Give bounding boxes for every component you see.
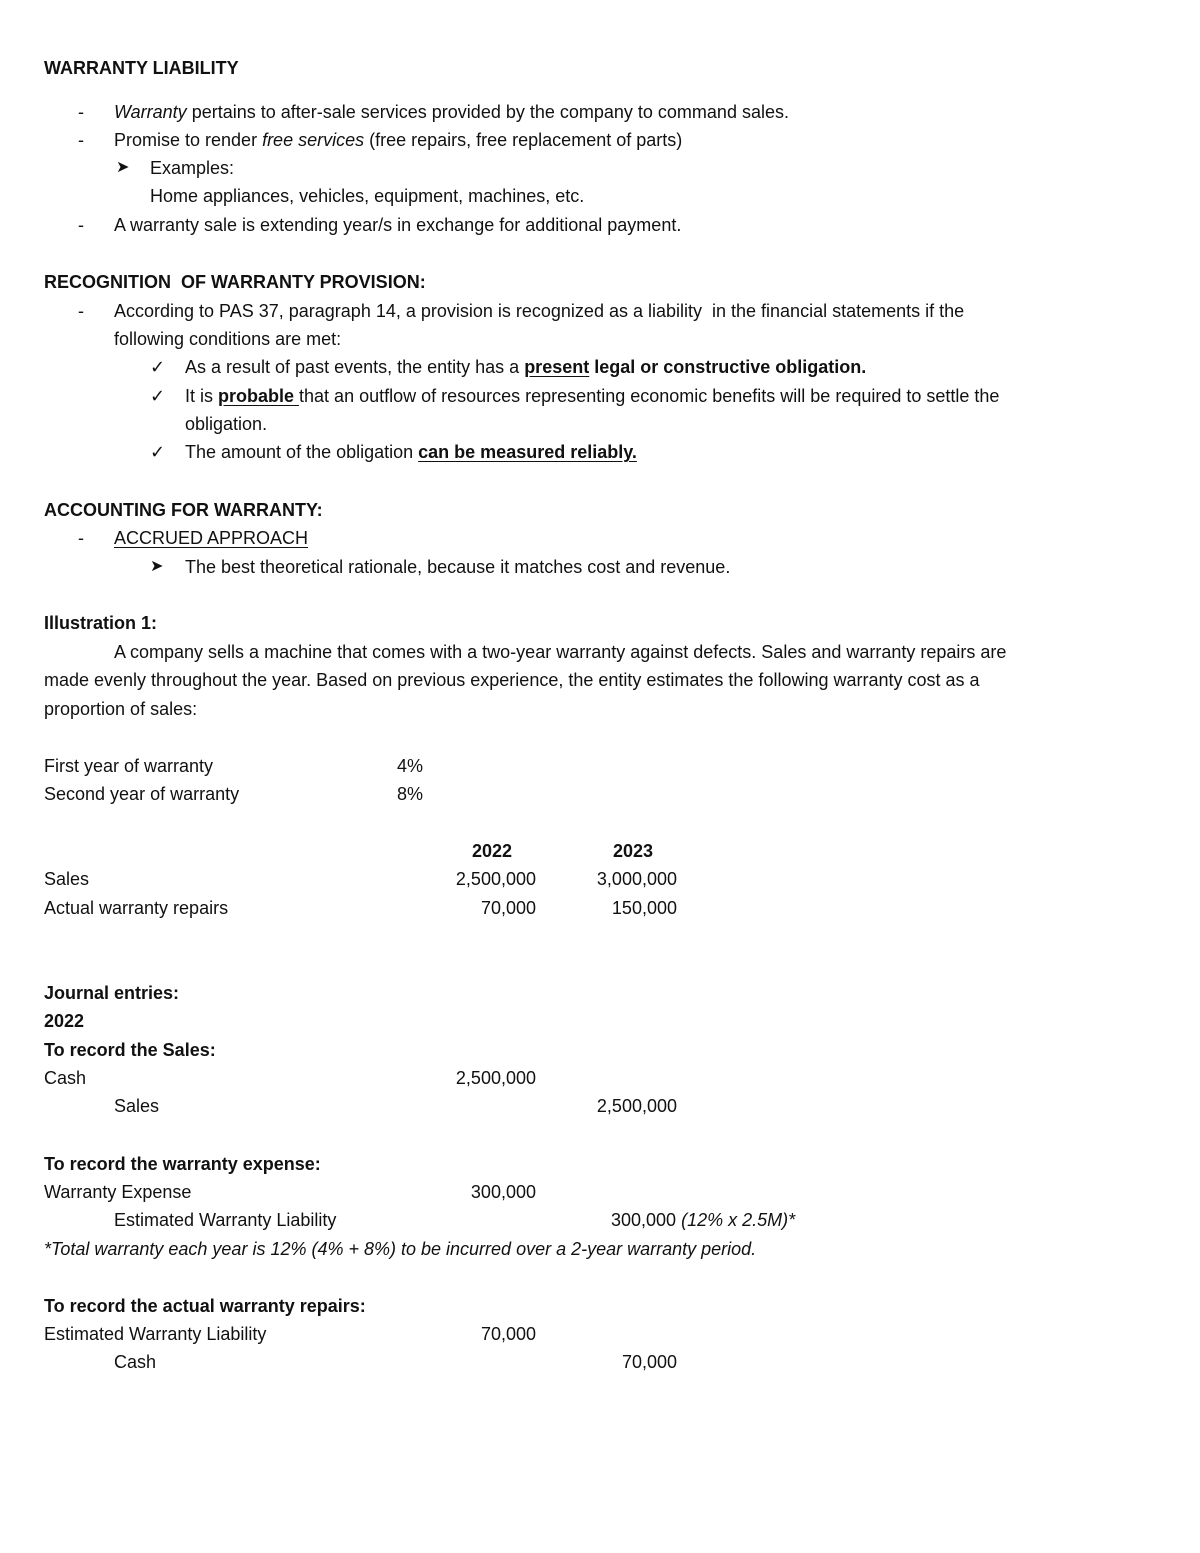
- dash-bullet: -: [78, 130, 84, 150]
- repairs-2023-value: 150,000: [611, 898, 677, 918]
- examples-text: Home appliances, vehicles, equipment, machines, etc.: [150, 186, 585, 206]
- condition-reliable-measure: [185, 441, 637, 463]
- repairs-entry-heading: To record the actual warranty repairs:: [44, 1296, 366, 1316]
- condition-text: As a result of past events, the entity has a: [185, 357, 525, 377]
- expense-entry-heading: To record the warranty expense:: [44, 1154, 321, 1174]
- accounting-heading: ACCOUNTING FOR WARRANTY:: [44, 500, 323, 520]
- expense-credit-amount: 300,000: [611, 1210, 677, 1230]
- checkmark-icon: ✓: [150, 386, 166, 406]
- expense-credit-line: [611, 1209, 795, 1231]
- condition-probable-line2: obligation.: [185, 414, 268, 434]
- repairs-debit-amount: 70,000: [480, 1324, 536, 1344]
- probable-emphasis: probable: [218, 386, 300, 406]
- checkmark-icon: ✓: [150, 442, 166, 462]
- dash-bullet: -: [78, 528, 84, 548]
- condition-probable-outflow: [185, 385, 999, 407]
- year-header-2023: 2023: [612, 841, 653, 861]
- checkmark-icon: ✓: [150, 357, 166, 377]
- repairs-2022-value: 70,000: [480, 898, 536, 918]
- condition-text: that an outflow of resources representing economic benefits will be required to settle the: [299, 386, 1000, 406]
- accrued-approach-label: ACCRUED APPROACH: [114, 528, 309, 548]
- sales-debit-amount: 2,500,000: [455, 1068, 536, 1088]
- warranty-sale-text: A warranty sale is extending year/s in exchange for additional payment.: [114, 215, 682, 235]
- obligation-emphasis: legal or constructive obligation.: [589, 357, 867, 377]
- promise-line: [114, 129, 682, 151]
- sales-credit-account: Sales: [114, 1096, 160, 1116]
- condition-text: It is: [185, 386, 219, 406]
- sales-row-label: Sales: [44, 869, 90, 889]
- recognition-intro-line2: following conditions are met:: [114, 329, 342, 349]
- sales-2022-value: 2,500,000: [455, 869, 536, 889]
- rate-label-first-year: First year of warranty: [44, 756, 214, 776]
- sales-entry-heading: To record the Sales:: [44, 1040, 216, 1060]
- dash-bullet: -: [78, 301, 84, 321]
- arrow-bullet-icon: ➤: [150, 558, 164, 575]
- illustration-heading: Illustration 1:: [44, 613, 158, 633]
- promise-text: Promise to render: [114, 130, 263, 150]
- rate-value-first-year: 4%: [397, 756, 424, 776]
- illustration-paragraph-line3: proportion of sales:: [44, 699, 198, 719]
- free-services-term: free services: [262, 130, 365, 150]
- measured-reliably-emphasis: can be measured reliably.: [418, 442, 637, 462]
- condition-text: The amount of the obligation: [185, 442, 419, 462]
- promise-detail: (free repairs, free replacement of parts): [364, 130, 683, 150]
- rate-value-second-year: 8%: [397, 784, 424, 804]
- illustration-paragraph-line2: made evenly throughout the year. Based on previous experience, the entity estimates the following warranty cost as a: [44, 670, 980, 690]
- repairs-credit-account: Cash: [114, 1352, 157, 1372]
- expense-credit-account: Estimated Warranty Liability: [114, 1210, 337, 1230]
- journal-heading: Journal entries:: [44, 983, 180, 1003]
- warranty-term: Warranty: [114, 102, 187, 122]
- expense-debit-account: Warranty Expense: [44, 1182, 192, 1202]
- expense-credit-note: (12% x 2.5M)*: [676, 1210, 796, 1230]
- repairs-credit-amount: 70,000: [621, 1352, 677, 1372]
- repairs-row-label: Actual warranty repairs: [44, 898, 229, 918]
- rate-label-second-year: Second year of warranty: [44, 784, 240, 804]
- illustration-paragraph-line1: A company sells a machine that comes with a two-year warranty against defects. Sales and warranty repairs are: [114, 642, 1007, 662]
- condition-present-obligation: [185, 356, 866, 378]
- sales-credit-amount: 2,500,000: [596, 1096, 677, 1116]
- warranty-footnote: *Total warranty each year is 12% (4% + 8%) to be incurred over a 2-year warranty period.: [44, 1239, 757, 1259]
- repairs-debit-account: Estimated Warranty Liability: [44, 1324, 267, 1344]
- accrued-rationale: The best theoretical rationale, because it matches cost and revenue.: [185, 557, 731, 577]
- dash-bullet: -: [78, 215, 84, 235]
- sales-2023-value: 3,000,000: [596, 869, 677, 889]
- journal-year: 2022: [44, 1011, 85, 1031]
- page-title: WARRANTY LIABILITY: [44, 58, 239, 78]
- arrow-bullet-icon: ➤: [116, 159, 130, 176]
- expense-debit-amount: 300,000: [470, 1182, 536, 1202]
- examples-label: Examples:: [150, 158, 235, 178]
- recognition-heading: RECOGNITION OF WARRANTY PROVISION:: [44, 272, 426, 292]
- dash-bullet: -: [78, 102, 84, 122]
- recognition-intro-line1: According to PAS 37, paragraph 14, a provision is recognized as a liability in the financial statements if the: [114, 301, 965, 321]
- warranty-definition: [114, 101, 789, 123]
- sales-debit-account: Cash: [44, 1068, 87, 1088]
- warranty-definition-text: pertains to after-sale services provided by the company to command sales.: [186, 102, 789, 122]
- present-emphasis: present: [524, 357, 590, 377]
- year-header-2022: 2022: [471, 841, 512, 861]
